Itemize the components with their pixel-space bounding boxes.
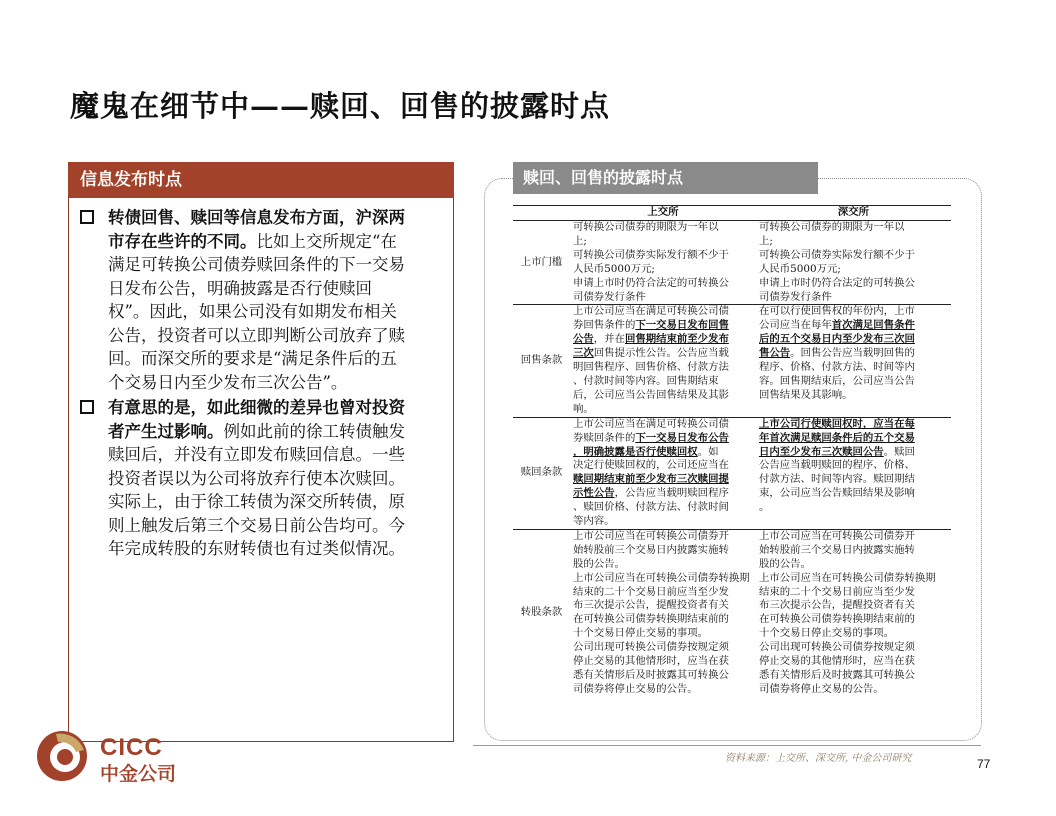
cell-line [573, 333, 753, 347]
cell-line [759, 375, 948, 389]
cell-text: 公司应当在每年 [759, 319, 832, 332]
cell-text: 司债券发行条件 [573, 290, 646, 303]
cell-line [759, 446, 948, 460]
bullet-line [108, 230, 448, 254]
cell-text: 在可转换公司债券转换期结束前的 [759, 613, 915, 626]
cell-line [759, 361, 948, 375]
cell-text: 下一交易日发布回售 [635, 319, 729, 332]
cell-line [759, 277, 948, 291]
row-label: 上市门槛 [520, 255, 563, 268]
bullet-text: 者产生过影响。 [108, 421, 224, 441]
table-cell [756, 221, 951, 304]
cell-line [759, 627, 948, 641]
cell-line [573, 572, 753, 586]
table-row [513, 418, 951, 530]
cell-text: 上市公司应当在可转换公司债券开 [573, 529, 729, 542]
cell-text: 人民币5000万元; [759, 262, 841, 275]
cell-line [573, 446, 753, 460]
cell-text: 申请上市时仍符合法定的可转换公 [573, 276, 729, 289]
cell-line [759, 389, 948, 403]
page-title: 魔鬼在细节中——赎回、回售的披露时点 [70, 89, 611, 123]
bullet-text: 年完成转股的东财转债也有过类似情况。 [108, 539, 405, 558]
table-row [513, 221, 951, 305]
cell-text: 。赎回 [883, 445, 915, 458]
cell-text: 券赎回条件的 [573, 431, 636, 444]
cell-text: 股的公告。 [573, 557, 625, 570]
cell-text: 司债券将停止交易的公告。 [759, 682, 884, 695]
bullet-text: 日发布公告，明确披露是否行使赎回 [108, 278, 372, 298]
bullet-line [108, 371, 448, 395]
bullet-text: 转债回售、赎回等信息发布方面，沪深两 [108, 208, 405, 227]
cell-line [759, 249, 948, 263]
cell-line [573, 277, 753, 291]
cell-line [759, 683, 948, 697]
cell-text: 公告 [573, 333, 594, 346]
table-header-cell: 深交所 [837, 206, 870, 218]
disclosure-table-header: 赎回、回售的披露时点 [513, 162, 818, 194]
cell-line [573, 221, 753, 235]
cell-line [759, 418, 948, 432]
cell-line [573, 599, 753, 613]
bullet-text: 则上触发后第三个交易日前公告均可。今 [108, 515, 405, 535]
cell-line [573, 473, 753, 487]
table-cell [570, 305, 756, 416]
row-label: 转股条款 [520, 606, 563, 619]
cell-line [573, 544, 753, 558]
info-panel-header: 信息发布时点 [68, 162, 454, 198]
cell-line [759, 319, 948, 333]
cell-text: 始转股前三个交易日内披露实施转 [759, 543, 915, 556]
bullet-text: 个交易日内至少发布三次公告”。 [108, 372, 348, 392]
cell-text: 回售期结束前至少发布 [624, 333, 729, 346]
cell-text: 结束的二十个交易日前应当至少发 [573, 585, 729, 598]
cell-text: 十个交易日停止交易的事项。 [759, 627, 895, 640]
cell-line [573, 375, 753, 389]
bullet-line [108, 347, 448, 371]
cell-text: 可转换公司债券的期限为一年以 [573, 221, 719, 233]
checkbox-bullet-icon [80, 210, 94, 224]
bullet-line [108, 324, 448, 348]
cell-text: 。如 [697, 445, 719, 458]
cell-line [759, 347, 948, 361]
row-label: 赎回条款 [520, 466, 563, 479]
bullet-line [108, 206, 448, 230]
source-divider [473, 745, 981, 746]
bullet-line [108, 467, 448, 491]
table-row [513, 305, 951, 417]
bullet-line [108, 490, 448, 514]
cell-line [759, 263, 948, 277]
cicc-logo-icon [36, 730, 88, 782]
cell-text: 停止交易的其他情形时，应当在获 [573, 655, 729, 668]
bullet-item [78, 206, 448, 394]
cell-text: ，公告应当载明赎回程序 [614, 487, 729, 500]
cell-text: 布三次提示公告，提醒投资者有关 [759, 599, 915, 612]
cell-line [573, 655, 753, 669]
cell-line [759, 501, 948, 515]
cell-text: 上市公司应当在满足可转换公司债 [573, 417, 729, 430]
cell-text: 上市公司行使赎回权时，应当在每 [759, 417, 915, 430]
bullet-text: 市存在些许的不同。 [108, 231, 257, 251]
bullet-line [108, 420, 448, 444]
cell-line [759, 599, 948, 613]
cell-line [573, 487, 753, 501]
cell-line [759, 586, 948, 600]
cell-text: 上市公司应当在满足可转换公司债 [573, 305, 729, 318]
cell-text: 日内至少发布三次赎回公告 [759, 445, 884, 458]
cell-text: 下一交易日发布公告 [635, 431, 729, 444]
cell-text: 始转股前三个交易日内披露实施转 [573, 543, 729, 556]
cell-text: 售公告 [759, 347, 791, 360]
cell-text: 上; [573, 234, 587, 247]
cell-text: 后，公司应当公告回售结果及其影 [573, 388, 729, 401]
cell-text: 、赎回价格、付款方法、付款时间 [573, 501, 729, 514]
bullet-line [108, 300, 448, 324]
cell-text: 上市公司应当在可转换公司债券转换期 [759, 571, 936, 584]
cell-text: 司债券发行条件 [759, 290, 832, 303]
cell-line [759, 655, 948, 669]
cell-text: 布三次提示公告，提醒投资者有关 [573, 599, 729, 612]
cell-text: 公告应当载明赎回的程序、价格、 [759, 459, 915, 472]
cell-line [759, 305, 948, 319]
cell-text: 券回售条件的 [573, 319, 636, 332]
cell-text: 公司出现可转换公司债券按规定须 [573, 641, 729, 654]
cell-line [759, 613, 948, 627]
cell-line [573, 291, 753, 305]
cell-text: 付款方法、时间等内容。赎回期结 [759, 473, 915, 486]
logo-text-cn: 中金公司 [100, 763, 177, 785]
cell-line [573, 613, 753, 627]
cell-line [573, 319, 753, 333]
logo-text-en: CICC [100, 734, 163, 761]
checkbox-bullet-icon [80, 400, 94, 414]
bullet-text: 赎回后，并没有立即发布赎回信息。一些 [108, 445, 405, 464]
cell-text: 在可转换公司债券转换期结束前的 [573, 613, 729, 626]
bullet-list [78, 206, 448, 563]
table-header-cell [513, 206, 570, 220]
bullet-text: 例如此前的徐工转债触发 [223, 421, 405, 441]
bullet-text: 有意思的是，如此细微的差异也曾对投资 [108, 398, 405, 417]
cell-line [759, 235, 948, 249]
table-cell [570, 530, 756, 697]
cell-text: 响。 [573, 402, 594, 415]
cell-text: 上市公司应当在可转换公司债券开 [759, 529, 915, 542]
cell-line [573, 305, 753, 319]
source-note: 资料来源：上交所、深交所, 中金公司研究 [725, 753, 912, 764]
cell-line [759, 487, 948, 501]
cell-line [573, 501, 753, 515]
bullet-line [108, 253, 448, 277]
cell-line [573, 403, 753, 417]
cell-text: 在可以行使回售权的年份内，上市 [759, 305, 915, 318]
bullet-text: 权”。因此，如果公司没有如期发布相关 [108, 302, 397, 321]
bullet-line [108, 277, 448, 301]
cell-line [573, 641, 753, 655]
cell-text: 悉有关情形后及时披露其可转换公 [759, 669, 915, 681]
cell-line [759, 572, 948, 586]
cell-line [573, 263, 753, 277]
cell-text: 可转换公司债券的期限为一年以 [759, 221, 905, 233]
bullet-text: 公告，投资者可以立即判断公司放弃了赎 [108, 325, 405, 345]
bullet-line [108, 443, 448, 467]
bullet-text: 回。而深交所的要求是“满足条件后的五 [108, 349, 397, 368]
cell-line [573, 361, 753, 375]
page-number: 77 [977, 757, 991, 771]
cell-text: 上市公司应当在可转换公司债券转换期 [573, 571, 750, 584]
cell-line [759, 558, 948, 572]
cell-text: 股的公告。 [759, 557, 811, 570]
cell-text: 回售提示性公告。公告应当载 [593, 347, 729, 360]
table-row [513, 530, 951, 697]
cell-text: 可转换公司债券实际发行额不少于 [573, 248, 729, 261]
cell-line [573, 558, 753, 572]
row-label: 回售条款 [520, 354, 563, 367]
cell-line [573, 249, 753, 263]
cell-line [573, 418, 753, 432]
cell-line [573, 459, 753, 473]
bullet-text: 比如上交所规定“在 [256, 231, 397, 251]
cell-text: 十个交易日停止交易的事项。 [573, 627, 709, 640]
cell-line [759, 432, 948, 446]
cell-line [759, 291, 948, 305]
cell-line [759, 641, 948, 655]
cell-text: 悉有关情形后及时披露其可转换公 [573, 669, 729, 681]
cell-text: 容。回售期结束后，公司应当公告 [759, 374, 915, 387]
table-cell [756, 418, 951, 529]
cell-text: 决定行使赎回权的，公司还应当在 [573, 459, 729, 472]
cell-line [573, 627, 753, 641]
cell-line [759, 459, 948, 473]
cell-text: 人民币5000万元; [573, 262, 655, 275]
cell-line [573, 432, 753, 446]
cell-line [573, 669, 753, 683]
bullet-text: 满足可转换公司债券赎回条件的下一交易 [108, 255, 405, 274]
cell-text: 。回售公告应当载明回售的 [790, 347, 915, 360]
bullet-line [108, 537, 448, 561]
bullet-item [78, 396, 448, 561]
cell-text: 、付款时间等内容。回售期结束 [573, 374, 719, 387]
cell-text: 上; [759, 234, 773, 247]
table-header-row [513, 205, 951, 221]
cell-line [759, 473, 948, 487]
cell-text: 。 [759, 501, 770, 514]
cell-line [759, 530, 948, 544]
cell-line [759, 669, 948, 683]
table-header-cell: 上交所 [647, 206, 679, 218]
cell-text: 等内容。 [573, 515, 615, 528]
cell-text: 首次满足回售条件 [831, 319, 915, 332]
cell-text: 申请上市时仍符合法定的可转换公 [759, 276, 915, 289]
table-cell [756, 530, 951, 697]
cell-text: 赎回期结束前至少发布三次赎回提 [573, 473, 729, 486]
cell-line [573, 235, 753, 249]
bullet-text: 实际上，由于徐工转债为深交所转债，原 [108, 492, 405, 511]
table-cell [570, 418, 756, 529]
cell-text: 三次 [573, 347, 594, 360]
cell-text: 示性公告 [573, 487, 615, 500]
cell-line [573, 586, 753, 600]
cell-line [573, 530, 753, 544]
table-body [513, 221, 951, 697]
table-cell [570, 221, 756, 304]
cell-text: 结束的二十个交易日前应当至少发 [759, 585, 915, 598]
cell-line [759, 221, 948, 235]
table-cell [756, 305, 951, 416]
bullet-line [108, 396, 448, 420]
cell-text: ，明确披露是否行使赎回权 [573, 445, 698, 458]
cell-text: 后的五个交易日内至少发布三次回 [759, 333, 915, 346]
cell-line [573, 389, 753, 403]
cell-text: 公司出现可转换公司债券按规定须 [759, 641, 915, 654]
cell-text: 可转换公司债券实际发行额不少于 [759, 248, 915, 261]
cell-text: 明回售程序、回售价格、付款方法 [573, 361, 729, 374]
cell-line [573, 347, 753, 361]
disclosure-table [513, 205, 951, 697]
cell-text: 停止交易的其他情形时，应当在获 [759, 655, 915, 668]
cell-text: 程序、价格、付款方法、时间等内 [759, 361, 915, 374]
cell-line [759, 333, 948, 347]
cell-text: 束，公司应当公告赎回结果及影响 [759, 487, 915, 500]
cell-text: 司债券将停止交易的公告。 [573, 682, 698, 695]
cell-text: ，并在 [593, 333, 625, 346]
cell-text: 回售结果及其影响。 [759, 388, 853, 401]
cell-text: 年首次满足赎回条件后的五个交易 [759, 431, 915, 444]
cell-line [573, 683, 753, 697]
cell-line [759, 544, 948, 558]
cell-line [573, 515, 753, 529]
bullet-line [108, 514, 448, 538]
bullet-text: 投资者误以为公司将放弃行使本次赎回。 [108, 468, 405, 488]
